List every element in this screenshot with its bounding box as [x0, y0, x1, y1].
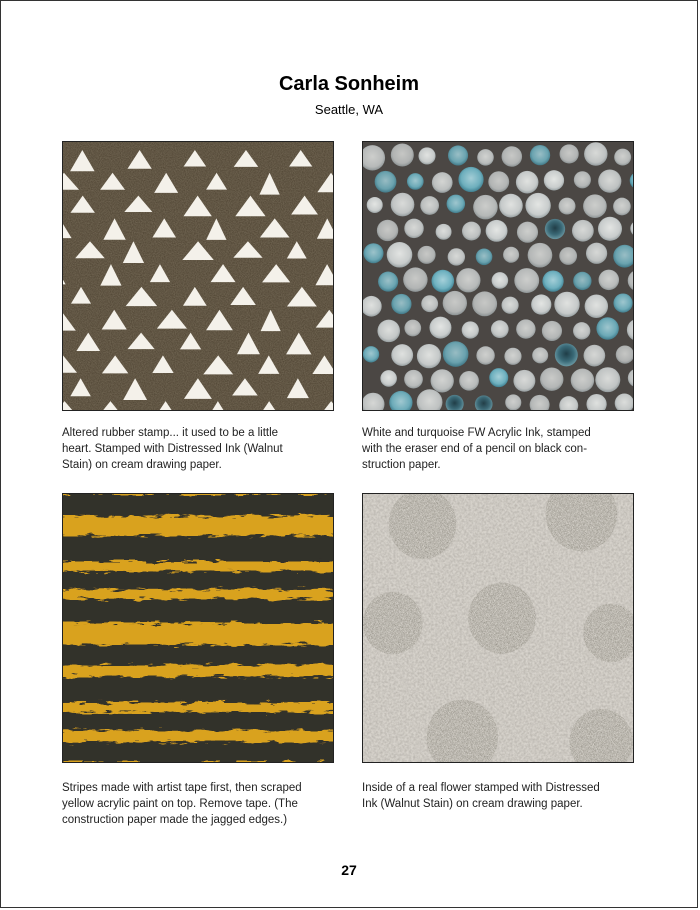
caption-rubber-stamp: Altered rubber stamp... it used to be a little heart. Stamped with Distressed Ink (Walnut Stain) on cream drawing paper. — [62, 427, 283, 471]
sample-image-rubber-stamp — [62, 141, 334, 411]
caption-dots: White and turquoise FW Acrylic Ink, stamped with the eraser end of a pencil on black con- struction paper. — [362, 427, 591, 471]
caption-stripes: Stripes made with artist tape first, then scraped yellow acrylic paint on top. Remove tape. (The construction paper made the jagged edges.) — [62, 782, 302, 826]
page-number: 27 — [341, 862, 357, 878]
caption-flower-stamp: Inside of a real flower stamped with Distressed Ink (Walnut Stain) on cream drawing paper. — [362, 782, 600, 810]
page-subtitle: Seattle, WA — [314, 102, 384, 117]
sample-image-stripes — [62, 493, 334, 763]
sample-image-flower-stamp — [362, 493, 634, 763]
sample-image-dots — [362, 141, 634, 411]
page-title: Carla Sonheim — [278, 73, 420, 95]
